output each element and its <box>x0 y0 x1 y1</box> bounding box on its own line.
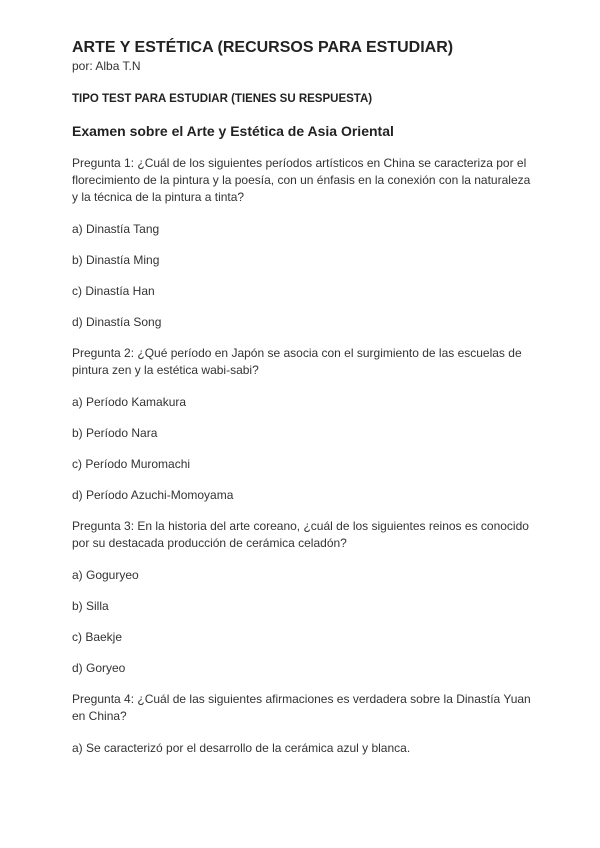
answer-option: b) Período Nara <box>72 426 158 440</box>
answer-option: c) Baekje <box>72 630 123 644</box>
answer-option: a) Dinastía Tang <box>72 222 160 236</box>
answer-option: b) Dinastía Ming <box>72 253 160 267</box>
question-block-2 <box>72 345 540 503</box>
answer-option: c) Dinastía Han <box>72 284 155 298</box>
document-title: ARTE Y ESTÉTICA (RECURSOS PARA ESTUDIAR) <box>72 39 454 56</box>
answer-option: a) Período Kamakura <box>72 395 187 409</box>
question-block-3 <box>72 518 540 676</box>
answer-option: a) Se caracterizó por el desarrollo de la cerámica azul y blanca. <box>72 741 411 755</box>
question-text: Pregunta 2: ¿Qué período en Japón se asocia con el surgimiento de las escuelas de pintura zen y la estética wabi-sabi? <box>72 346 522 377</box>
question-block-1 <box>72 155 540 330</box>
author-line: por: Alba T.N <box>72 59 141 73</box>
answer-option: d) Período Azuchi-Momoyama <box>72 488 234 502</box>
question-text: Pregunta 1: ¿Cuál de los siguientes períodos artísticos en China se caracteriza por el florecimiento de la pintura y la poesía, con un énfasis en la conexión con la naturaleza y la técnica de la pintura a tinta? <box>72 156 531 204</box>
answer-option: d) Dinastía Song <box>72 315 162 329</box>
answer-option: c) Período Muromachi <box>72 457 191 471</box>
answer-option: d) Goryeo <box>72 661 126 675</box>
question-text: Pregunta 4: ¿Cuál de las siguientes afirmaciones es verdadera sobre la Dinastía Yuan en China? <box>72 692 531 723</box>
question-block-4 <box>72 691 540 756</box>
question-text: Pregunta 3: En la historia del arte coreano, ¿cuál de los siguientes reinos es conocido por su destacada producción de cerámica celadón? <box>72 519 529 550</box>
test-type-heading: TIPO TEST PARA ESTUDIAR (TIENES SU RESPUESTA) <box>72 93 373 105</box>
answer-option: a) Goguryeo <box>72 568 139 582</box>
answer-option: b) Silla <box>72 599 109 613</box>
exam-heading: Examen sobre el Arte y Estética de Asia Oriental <box>72 123 394 139</box>
